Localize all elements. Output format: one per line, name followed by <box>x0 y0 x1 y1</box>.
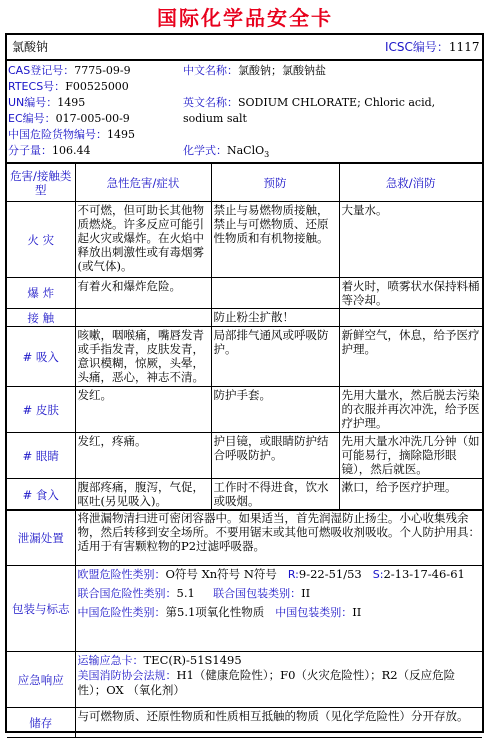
prevention-cell: 防护手套。 <box>211 387 339 433</box>
nfpa-value: H1（健康危险性）；F0（火灾危险性）；R2（反应危险性）；OX （氧化剂） <box>77 668 456 697</box>
un-label: UN编号： <box>8 96 58 109</box>
substance-name: 氯酸钠 <box>12 40 49 54</box>
col-header-prevention: 预防 <box>211 164 339 202</box>
spill-label: 泄漏处置 <box>7 510 75 566</box>
cas-label: CAS登记号： <box>8 64 75 77</box>
r-label: R: <box>287 568 299 581</box>
rtecs-value: F00525000 <box>65 80 129 93</box>
table-row <box>7 278 482 309</box>
cn-class-value: 第5.1项氧化性物质 <box>165 605 265 619</box>
storage-section <box>7 708 482 738</box>
aid-cell: 着火时，喷雾状水保持料桶等冷却。 <box>339 278 482 309</box>
col-header-symptom: 急性危害/症状 <box>75 164 211 202</box>
cn-danger-value: 1495 <box>107 128 135 141</box>
chemical-formula <box>183 144 269 162</box>
formula-main: NaClO <box>227 144 265 157</box>
table-row <box>7 433 482 479</box>
formula-sub: 3 <box>264 150 270 160</box>
packaging-section <box>7 566 482 652</box>
molecular-weight <box>8 144 91 158</box>
english-name <box>183 96 435 110</box>
cn-class-label: 中国危险性类别： <box>77 606 166 619</box>
symptom-cell: 腹部疼痛，腹泻，气促，呕吐(另见吸入)。 <box>75 479 211 511</box>
cn-danger-label: 中国危险货物编号： <box>8 128 107 141</box>
row-type-skin: # 皮肤 <box>7 387 75 433</box>
rtecs-label: RTECS号： <box>8 80 66 93</box>
cas-value: 7775-09-9 <box>74 64 131 77</box>
row-type-explosion: 爆 炸 <box>7 278 75 309</box>
storage-text: 与可燃物质、还原性物质和性质相互抵触的物质（见化学危险性）分开存放。 <box>75 708 482 738</box>
aid-cell: 先用大量水冲洗几分钟（如可能易行，摘除隐形眼镜），然后就医。 <box>339 433 482 479</box>
symptom-cell: 发红，疼痛。 <box>75 433 211 479</box>
table-header-row <box>7 164 482 202</box>
r-value: 9-22-51/53 <box>298 567 362 581</box>
packaging-content <box>75 566 482 652</box>
col-header-aid: 急救/消防 <box>339 164 482 202</box>
un-value: 1495 <box>57 96 86 109</box>
ec-number <box>8 112 130 126</box>
symptom-cell: 咳嗽，咽喉痛，嘴唇发青或手指发青，皮肤发青，意识模糊，惊厥，头晕，头痛，恶心，神志不清。 <box>75 327 211 387</box>
row-type-inhalation: # 吸入 <box>7 327 75 387</box>
transport-card-label: 运输应急卡： <box>77 654 144 667</box>
aid-cell: 新鲜空气，休息，给予医疗护理。 <box>339 327 482 387</box>
en-name-value-2: sodium salt <box>183 112 247 125</box>
un-class-value: 5.1 <box>176 586 195 600</box>
formula-label: 化学式： <box>183 144 227 157</box>
table-row <box>7 309 482 327</box>
emergency-content <box>75 652 482 708</box>
cn-pack-value: II <box>352 605 362 619</box>
icsc-value: 1117 <box>448 40 480 54</box>
prevention-cell: 禁止与易燃物质接触，禁止与可燃物质、还原性物质和有机物接触。 <box>211 202 339 278</box>
cn-danger-number <box>8 128 135 142</box>
un-pack-value: II <box>301 586 311 600</box>
row-type-eyes: # 眼睛 <box>7 433 75 479</box>
card-title: 国际化学品安全卡 <box>157 6 333 30</box>
cas-number <box>8 64 131 78</box>
s-value: 2-13-17-46-61 <box>383 567 465 581</box>
prevention-cell: 局部排气通风或呼吸防护。 <box>211 327 339 387</box>
row-type-fire: 火 灾 <box>7 202 75 278</box>
emergency-label: 应急响应 <box>7 652 75 708</box>
spill-section <box>7 510 482 566</box>
cn-name-value: 氯酸钠；氯酸钠盐 <box>238 64 326 77</box>
safety-card <box>5 33 484 733</box>
aid-cell: 先用大量水，然后脱去污染的衣服并再次冲洗，给予医疗护理。 <box>339 387 482 433</box>
chinese-name <box>183 64 326 78</box>
mw-value: 106.44 <box>52 144 91 157</box>
table-row <box>7 327 482 387</box>
spill-text: 将泄漏物清扫进可密闭容器中。如果适当，首先润湿防止扬尘。小心收集残余物，然后转移到安全场所。不要用锯末或其他可燃吸收剂吸收。个人防护用具：适用于有害颗粒物的P2过滤呼吸器。 <box>75 510 482 566</box>
row-type-exposure: 接 触 <box>7 309 75 327</box>
table-row <box>7 202 482 278</box>
transport-card-value: TEC(R)-51S1495 <box>143 653 242 667</box>
info-sections <box>7 509 482 738</box>
cn-name-label: 中文名称： <box>183 64 238 77</box>
prevention-cell <box>211 278 339 309</box>
cn-pack-label: 中国包装类别： <box>275 606 353 619</box>
packaging-label: 包装与标志 <box>7 566 75 652</box>
symptom-cell: 有着火和爆炸危险。 <box>75 278 211 309</box>
en-name-value-1: SODIUM CHLORATE; Chloric acid, <box>238 96 436 109</box>
prevention-cell: 护目镜，或眼睛防护结合呼吸防护。 <box>211 433 339 479</box>
nfpa-label: 美国消防协会法规： <box>77 669 177 682</box>
table-row <box>7 479 482 511</box>
row-type-ingestion: # 食入 <box>7 479 75 511</box>
emergency-section <box>7 652 482 708</box>
un-pack-label: 联合国包装类别： <box>213 587 302 600</box>
prevention-cell: 工作时不得进食，饮水或吸烟。 <box>211 479 339 511</box>
eu-class-value: O符号 Xn符号 N符号 <box>165 567 277 581</box>
aid-cell: 大量水。 <box>339 202 482 278</box>
rtecs-number <box>8 80 129 94</box>
table-row <box>7 387 482 433</box>
symptom-cell: 不可燃，但可助长其他物质燃烧。许多反应可能引起火灾或爆炸。在火焰中释放出刺激性或有毒烟雾(或气体)。 <box>75 202 211 278</box>
aid-cell <box>339 309 482 327</box>
eu-class-label: 欧盟危险性类别： <box>77 568 166 581</box>
symptom-cell <box>75 309 211 327</box>
icsc-number <box>385 40 479 54</box>
storage-label: 储存 <box>7 708 75 738</box>
icsc-label: ICSC编号： <box>385 40 449 54</box>
symptom-cell: 发红。 <box>75 387 211 433</box>
col-header-type: 危害/接触类型 <box>7 164 75 202</box>
prevention-cell: 防止粉尘扩散！ <box>211 309 339 327</box>
hazard-table <box>7 163 482 511</box>
aid-cell: 漱口，给予医疗护理。 <box>339 479 482 511</box>
ec-value: 017-005-00-9 <box>55 112 130 125</box>
un-class-label: 联合国危险性类别： <box>77 587 177 600</box>
mw-label: 分子量： <box>8 144 52 157</box>
ec-label: EC编号： <box>8 112 56 125</box>
s-label: S: <box>372 568 384 581</box>
un-number <box>8 96 85 110</box>
en-name-label: 英文名称： <box>183 96 238 109</box>
